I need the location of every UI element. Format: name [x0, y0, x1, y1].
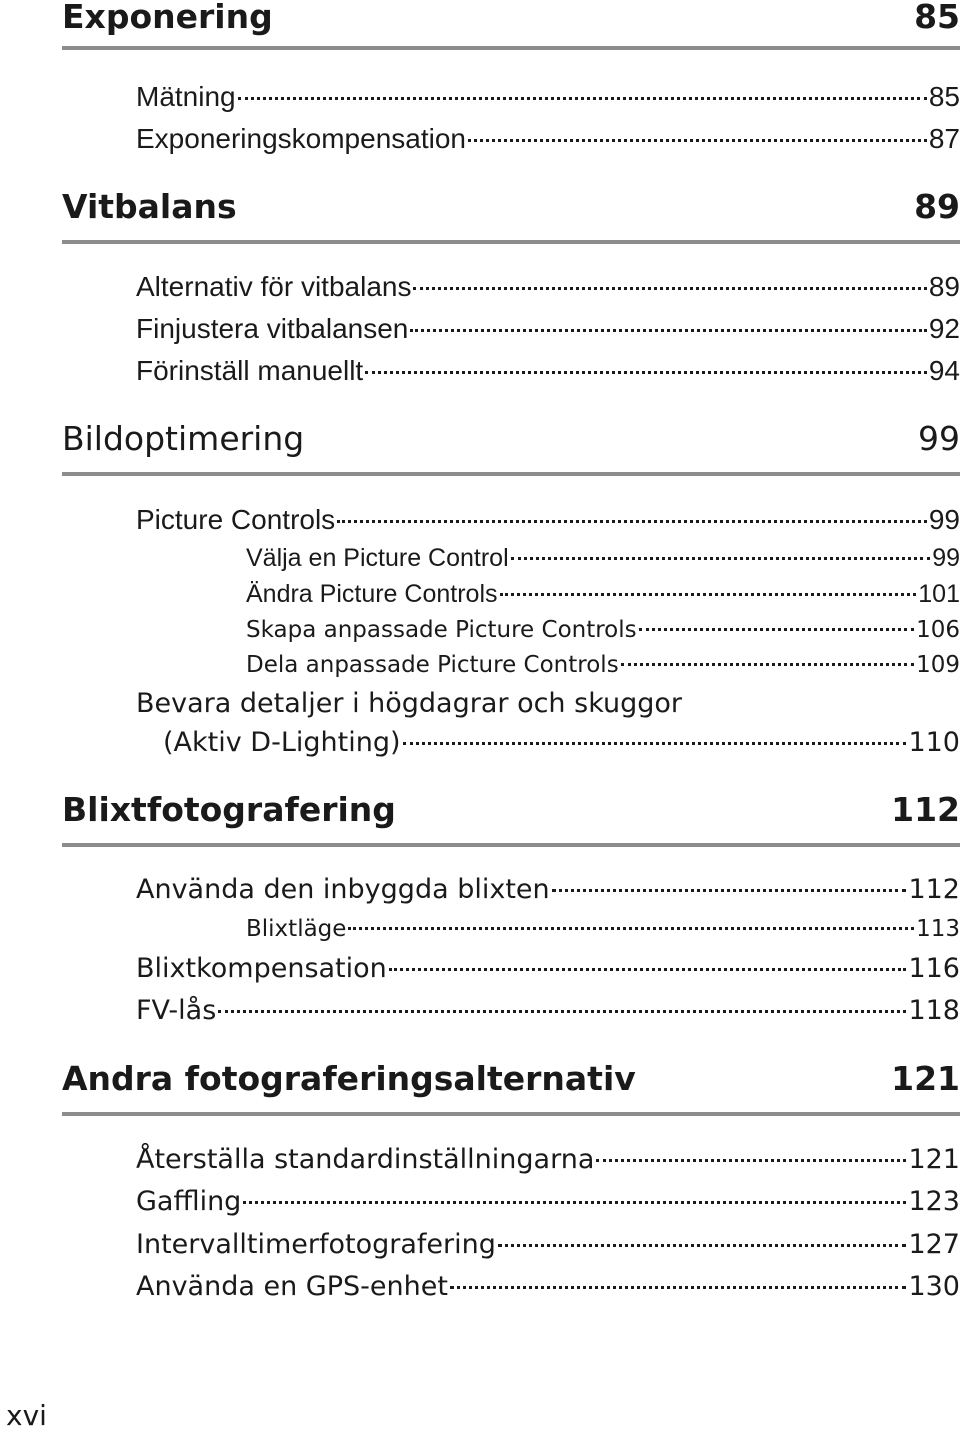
entry-page-number: 92 — [928, 313, 960, 344]
section-heading-bildoptimering[interactable] — [62, 419, 960, 459]
entry-title: Förinställ manuellt — [136, 355, 364, 386]
dot-leader — [500, 593, 917, 596]
dot-leader — [337, 520, 927, 523]
entry-page-number: 130 — [908, 1271, 960, 1302]
section-heading-blixtfotografering[interactable] — [62, 790, 960, 830]
entry-title: Intervalltimerfotografering — [136, 1229, 496, 1260]
toc-entry[interactable] — [136, 1225, 960, 1265]
entry-page-number: 127 — [908, 1229, 960, 1260]
toc-entry[interactable] — [136, 119, 960, 159]
entry-title: Blixtläge — [246, 916, 347, 942]
section-title: Andra fotograferingsalternativ — [62, 1059, 636, 1098]
toc-subentry[interactable] — [246, 648, 960, 682]
section-page-number: 99 — [918, 419, 960, 458]
entry-title: Gaffling — [136, 1186, 242, 1217]
section-divider — [62, 1112, 960, 1116]
toc-entry[interactable] — [136, 267, 960, 307]
entry-page-number: 106 — [916, 617, 960, 643]
toc-entry[interactable] — [136, 309, 960, 349]
section-heading-andra-fotograferingsalternativ[interactable] — [62, 1059, 960, 1099]
entry-title: Blixtkompensation — [136, 953, 387, 984]
section-divider — [62, 46, 960, 50]
section-title: Bildoptimering — [62, 419, 305, 458]
entry-title-first-line[interactable]: Bevara detaljer i högdagrar och skuggor — [136, 688, 683, 719]
dot-leader — [365, 371, 927, 374]
entry-title: Återställa standardinställningarna — [136, 1144, 595, 1175]
section-title: Exponering — [62, 0, 273, 36]
section-page-number: 85 — [914, 0, 960, 36]
toc-entry[interactable] — [136, 1267, 960, 1307]
dot-leader — [389, 968, 907, 971]
entry-title: Finjustera vitbalansen — [136, 313, 409, 344]
entry-page-number: 94 — [928, 355, 960, 386]
entry-title: Skapa anpassade Picture Controls — [246, 617, 637, 643]
entry-title: Använda en GPS-enhet — [136, 1271, 448, 1302]
dot-leader — [413, 287, 926, 290]
toc-entry[interactable] — [136, 500, 960, 540]
dot-leader — [410, 329, 926, 332]
entry-page-number: 89 — [928, 271, 960, 302]
entry-title: Använda den inbyggda blixten — [136, 874, 550, 905]
toc-entry[interactable] — [136, 870, 960, 910]
dot-leader — [450, 1286, 907, 1289]
dot-leader — [621, 663, 914, 666]
entry-page-number: 101 — [918, 580, 960, 608]
dot-leader — [468, 139, 927, 142]
entry-page-number: 113 — [916, 916, 960, 942]
toc-entry[interactable] — [163, 723, 960, 763]
entry-title: Alternativ för vitbalans — [136, 271, 412, 302]
dot-leader — [238, 97, 927, 100]
section-divider — [62, 240, 960, 244]
section-heading-vitbalans[interactable] — [62, 187, 960, 227]
section-divider — [62, 843, 960, 847]
toc-entry[interactable] — [136, 1140, 960, 1180]
section-title: Vitbalans — [62, 187, 237, 226]
toc-entry[interactable] — [136, 991, 960, 1031]
entry-title: Dela anpassade Picture Controls — [246, 652, 619, 678]
entry-page-number: 85 — [928, 81, 960, 112]
toc-entry[interactable] — [136, 949, 960, 989]
entry-title: Exponeringskompensation — [136, 123, 466, 154]
entry-title: Ändra Picture Controls — [246, 580, 498, 608]
entry-title-continued: (Aktiv D-Lighting) — [163, 727, 401, 758]
dot-leader — [218, 1010, 906, 1013]
entry-title: Välja en Picture Control — [246, 544, 509, 572]
toc-subentry[interactable] — [246, 541, 960, 575]
dot-leader — [243, 1201, 906, 1204]
section-title: Blixtfotografering — [62, 790, 396, 829]
entry-page-number: 110 — [908, 727, 960, 758]
toc-subentry[interactable] — [246, 613, 960, 647]
dot-leader — [639, 628, 914, 631]
entry-page-number: 99 — [932, 544, 960, 572]
entry-page-number: 112 — [908, 874, 960, 905]
toc-entry[interactable] — [136, 77, 960, 117]
section-page-number: 112 — [891, 790, 960, 829]
entry-title: Picture Controls — [136, 504, 336, 535]
dot-leader — [348, 927, 914, 930]
page-folio: xvi — [6, 1399, 47, 1432]
dot-leader — [498, 1244, 907, 1247]
dot-leader — [596, 1159, 906, 1162]
dot-leader — [552, 889, 907, 892]
toc-subentry[interactable] — [246, 912, 960, 946]
entry-page-number: 121 — [908, 1144, 960, 1175]
section-heading-exponering[interactable] — [62, 0, 960, 37]
entry-page-number: 116 — [908, 953, 960, 984]
toc-subentry[interactable] — [246, 577, 960, 611]
dot-leader — [403, 742, 907, 745]
toc-entry[interactable] — [136, 351, 960, 391]
entry-page-number: 109 — [916, 652, 960, 678]
entry-title: FV-lås — [136, 995, 217, 1026]
section-page-number: 121 — [891, 1059, 960, 1098]
entry-page-number: 87 — [928, 123, 960, 154]
section-page-number: 89 — [914, 187, 960, 226]
entry-page-number: 99 — [928, 504, 960, 535]
entry-page-number: 123 — [908, 1186, 960, 1217]
dot-leader — [511, 557, 931, 560]
toc-entry[interactable] — [136, 1182, 960, 1222]
entry-title: Mätning — [136, 81, 236, 112]
entry-page-number: 118 — [908, 995, 960, 1026]
section-divider — [62, 472, 960, 476]
